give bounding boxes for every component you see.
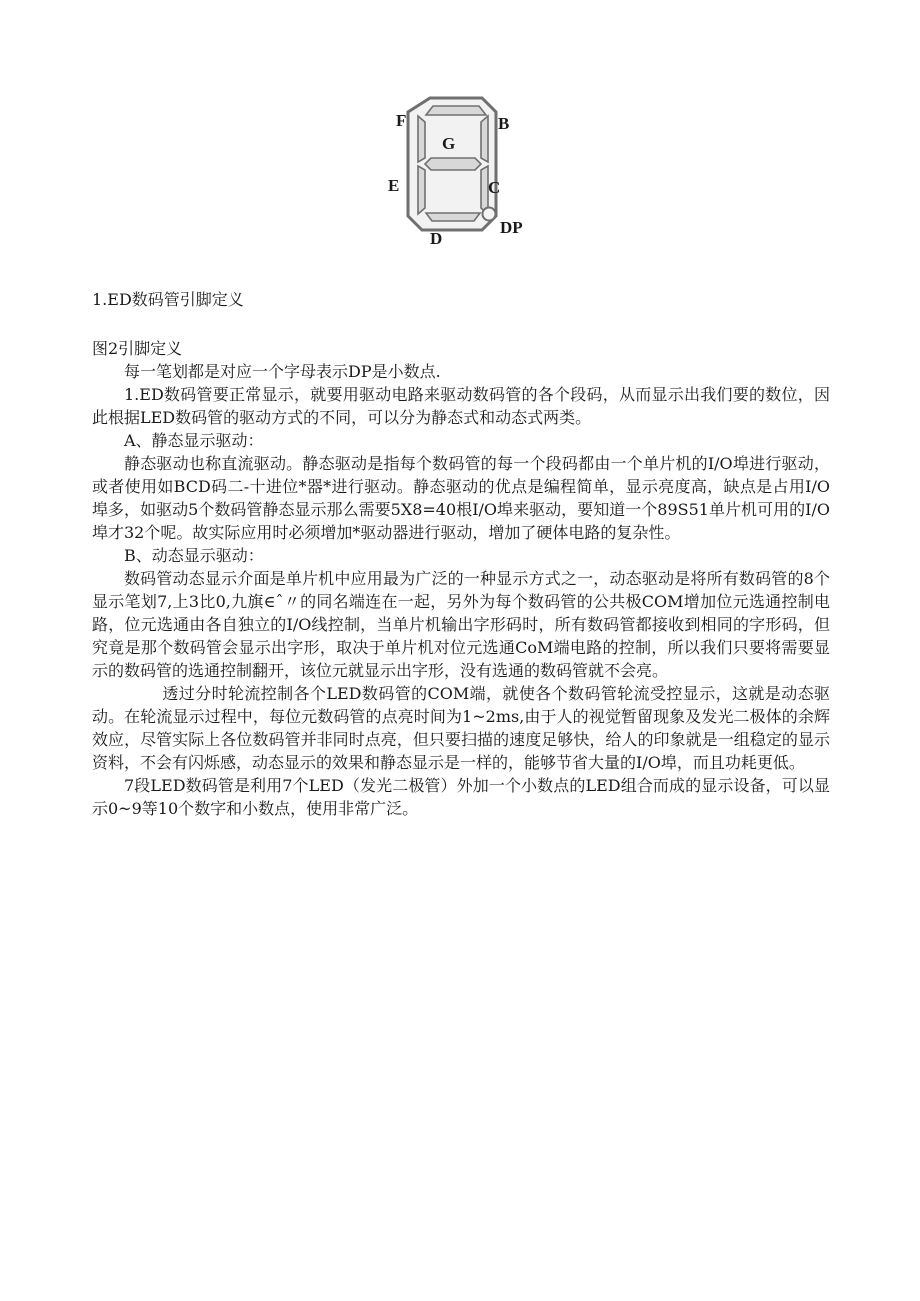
segment-dp — [483, 208, 496, 221]
paragraph: 1.ED数码管要正常显示，就要用驱动电路来驱动数码管的各个段码，从而显示出我们要的数位，因此根据LED数码管的驱动方式的不同，可以分为静态式和动态式两类。 — [92, 385, 830, 427]
label-dp: DP — [500, 218, 523, 237]
label-g: G — [442, 134, 456, 153]
segment-e — [418, 166, 425, 214]
paragraph: 每一笔划都是对应一个字母表示DP是小数点. — [124, 362, 441, 381]
paragraph: B、动态显示驱动： — [124, 546, 264, 565]
paragraph: 数码管动态显示介面是单片机中应用最为广泛的一种显示方式之一，动态驱动是将所有数码管的8个显示笔划7,上3比0,九旗∈ˆ〃的同名端连在一起，另外为每个数码管的公共极COM增加位元选通控制电路，位元选通由各自独立的I/O线控制，当单片机输出字形码时，所有数码管都接收到相同的字形码，但究竟是那个数码管会显示出字形，取决于单片机对位元选通CoM端电路的控制，所以我们只要将需要显示的数码管的选通控制翻开，该位元就显示出字形，没有选通的数码管就不会亮。 — [92, 569, 830, 680]
document-body — [92, 288, 830, 820]
label-c: C — [488, 178, 501, 197]
seven-segment-diagram — [380, 88, 540, 253]
segment-f — [418, 116, 425, 162]
label-d: D — [430, 229, 443, 248]
paragraph: 7段LED数码管是利用7个LED（发光二极管）外加一个小数点的LED组合而成的显示设备，可以显示0~9等10个数字和小数点，使用非常广泛。 — [92, 776, 830, 818]
label-b: B — [498, 114, 510, 133]
segment-b — [481, 116, 488, 162]
paragraph: 透过分时轮流控制各个LED数码管的COM端，就使各个数码管轮流受控显示，这就是动态驱动。在轮流显示过程中，每位元数码管的点亮时间为1~2ms,由于人的视觉暂留现象及发光二极体的余辉效应，尽管实际上各位数码管并非同时点亮，但只要扫描的速度足够快，给人的印象就是一组稳定的显示资料，不会有闪烁感，动态显示的效果和静态显示是一样的，能够节省大量的I/O埠，而且功耗更低。 — [92, 684, 830, 772]
segment-g — [425, 158, 481, 170]
spacer — [92, 311, 830, 337]
seven-segment-svg — [380, 88, 540, 253]
segment-a — [426, 106, 486, 115]
paragraph: 静态驱动也称直流驱动。静态驱动是指每个数码管的每一个段码都由一个单片机的I/O埠进行驱动，或者使用如BCD码二-十进位*器*进行驱动。静态驱动的优点是编程简单，显示亮度高，缺点是占用I/O埠多，如驱动5个数码管静态显示那么需要5X8=40根I/O埠来驱动，要知道一个89S51单片机可用的I/O埠才32个呢。故实际应用时必须增加*驱动器进行驱动，增加了硬体电路的复杂性。 — [92, 454, 830, 542]
label-f: F — [396, 111, 407, 130]
section-title: 1.ED数码管引脚定义 — [92, 290, 244, 309]
figure-caption: 图2引脚定义 — [92, 339, 183, 358]
segment-d — [426, 213, 480, 221]
paragraph: A、静态显示驱动： — [124, 431, 264, 450]
label-e: E — [388, 176, 400, 195]
